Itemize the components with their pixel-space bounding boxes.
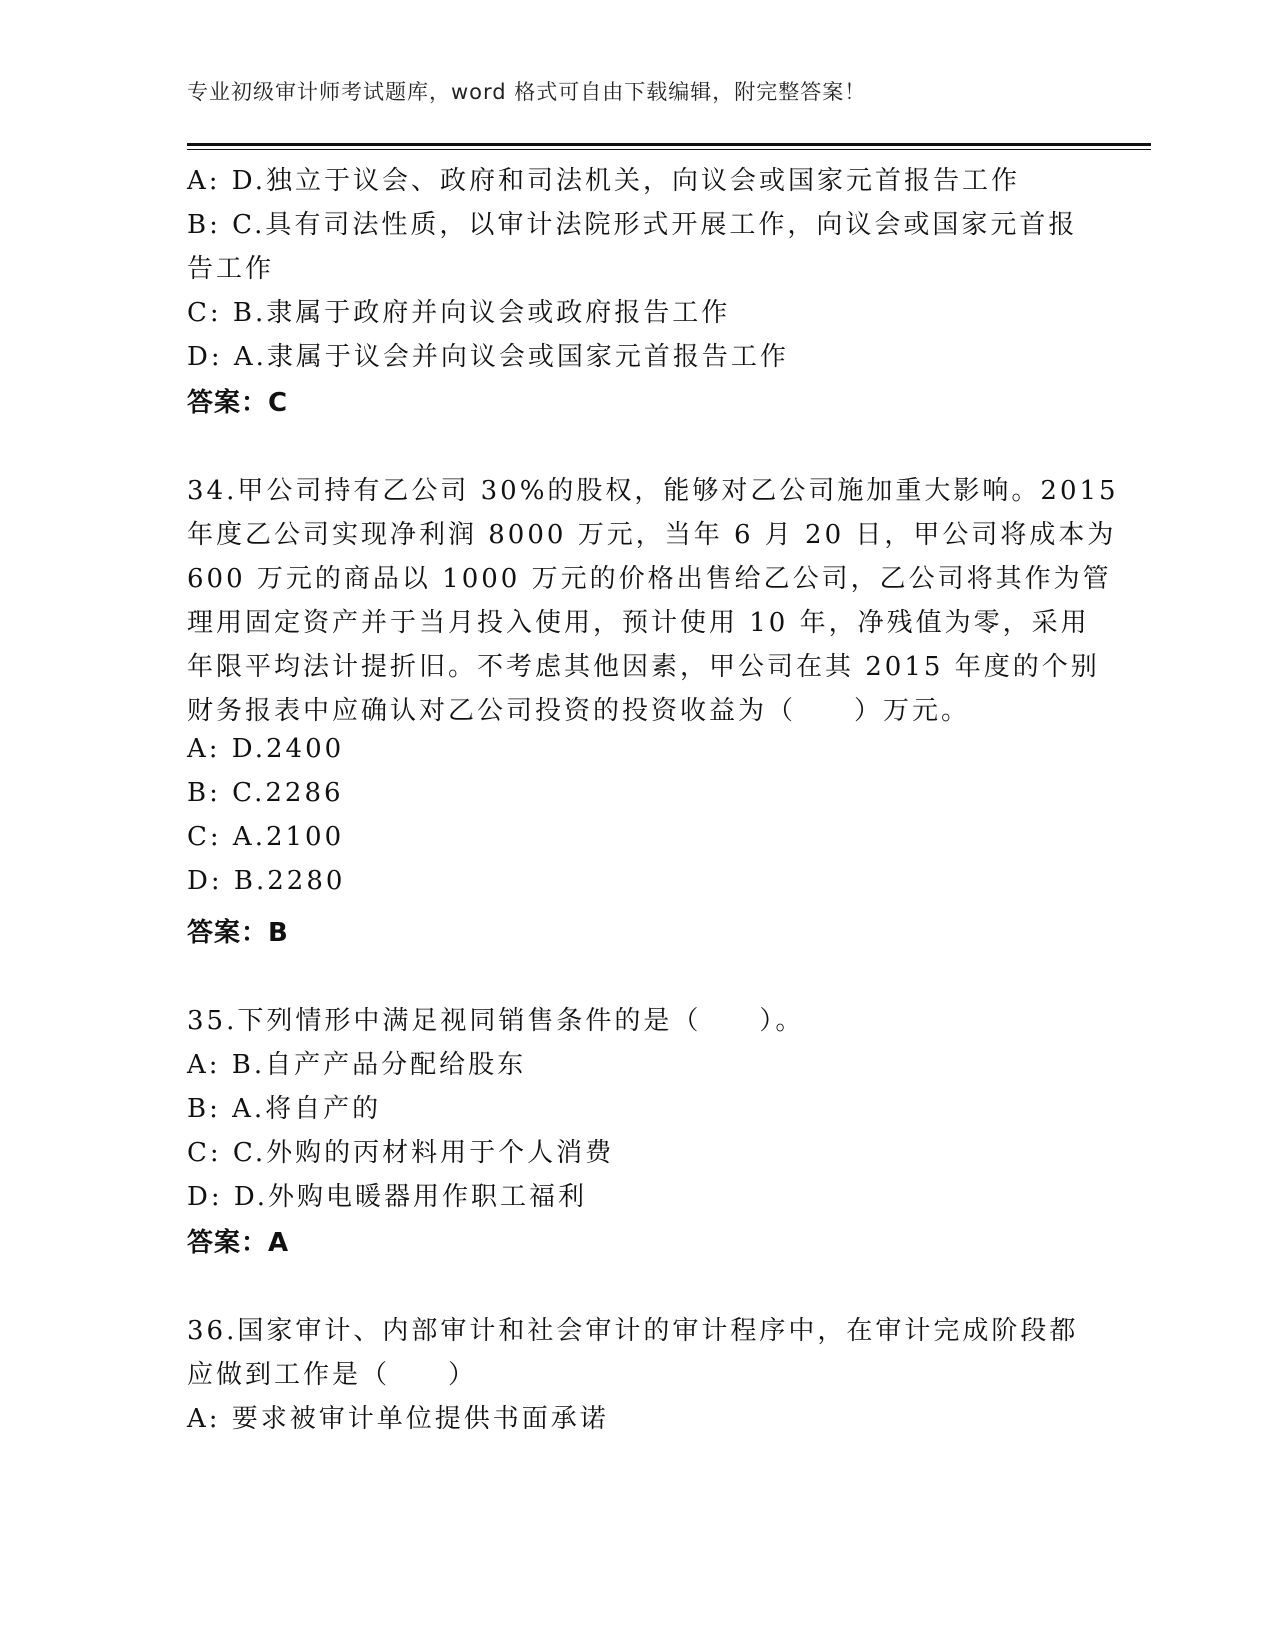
q34-stem-line: 年限平均法计提折旧。不考虑其他因素，甲公司在其 2015 年度的个别 xyxy=(187,652,1100,682)
q36-option-a: A: 要求被审计单位提供书面承诺 xyxy=(187,1404,609,1434)
q36-stem-line: 应做到工作是（ ） xyxy=(187,1360,478,1390)
q33-option-d: D: A.隶属于议会并向议会或国家元首报告工作 xyxy=(187,342,789,372)
q34-stem-line: 财务报表中应确认对乙公司投资的投资收益为（ ）万元。 xyxy=(187,696,971,726)
q33-option-b: B: C.具有司法性质，以审计法院形式开展工作，向议会或国家元首报 xyxy=(187,210,1078,240)
q35-option-a: A: B.自产产品分配给股东 xyxy=(187,1050,527,1080)
q34-stem-line: 600 万元的商品以 1000 万元的价格出售给乙公司，乙公司将其作为管 xyxy=(187,564,1112,594)
q34-option-d: D: B.2280 xyxy=(187,866,346,896)
q33-option-b-cont: 告工作 xyxy=(187,254,275,284)
q34-option-a: A: D.2400 xyxy=(187,734,345,764)
q34-stem-line: 年度乙公司实现净利润 8000 万元，当年 6 月 20 日，甲公司将成本为 xyxy=(187,520,1117,550)
q33-option-c: C: B.隶属于政府并向议会或政府报告工作 xyxy=(187,298,731,328)
q35-answer: 答案：A xyxy=(187,1228,290,1258)
q34-answer: 答案：B xyxy=(187,918,289,948)
q35-option-d: D: D.外购电暖器用作职工福利 xyxy=(187,1182,588,1212)
q34-option-b: B: C.2286 xyxy=(187,778,344,808)
q34-stem-line: 理用固定资产并于当月投入使用，预计使用 10 年，净残值为零，采用 xyxy=(187,608,1090,638)
q33-answer: 答案：C xyxy=(187,388,289,418)
q35-option-c: C: C.外购的丙材料用于个人消费 xyxy=(187,1138,615,1168)
q35-option-b: B: A.将自产的 xyxy=(187,1094,382,1124)
q34-stem-line: 34.甲公司持有乙公司 30%的股权，能够对乙公司施加重大影响。2015 xyxy=(187,476,1119,506)
header-divider xyxy=(187,143,1151,146)
page-header: 专业初级审计师考试题库，word 格式可自由下载编辑，附完整答案！ xyxy=(187,80,867,104)
q36-stem-line: 36.国家审计、内部审计和社会审计的审计程序中，在审计完成阶段都 xyxy=(187,1316,1079,1346)
q35-stem-line: 35.下列情形中满足视同销售条件的是（ ）。 xyxy=(187,1006,805,1036)
q33-option-a: A: D.独立于议会、政府和司法机关，向议会或国家元首报告工作 xyxy=(187,166,1020,196)
header-divider-thin xyxy=(187,149,1151,150)
q34-option-c: C: A.2100 xyxy=(187,822,345,852)
